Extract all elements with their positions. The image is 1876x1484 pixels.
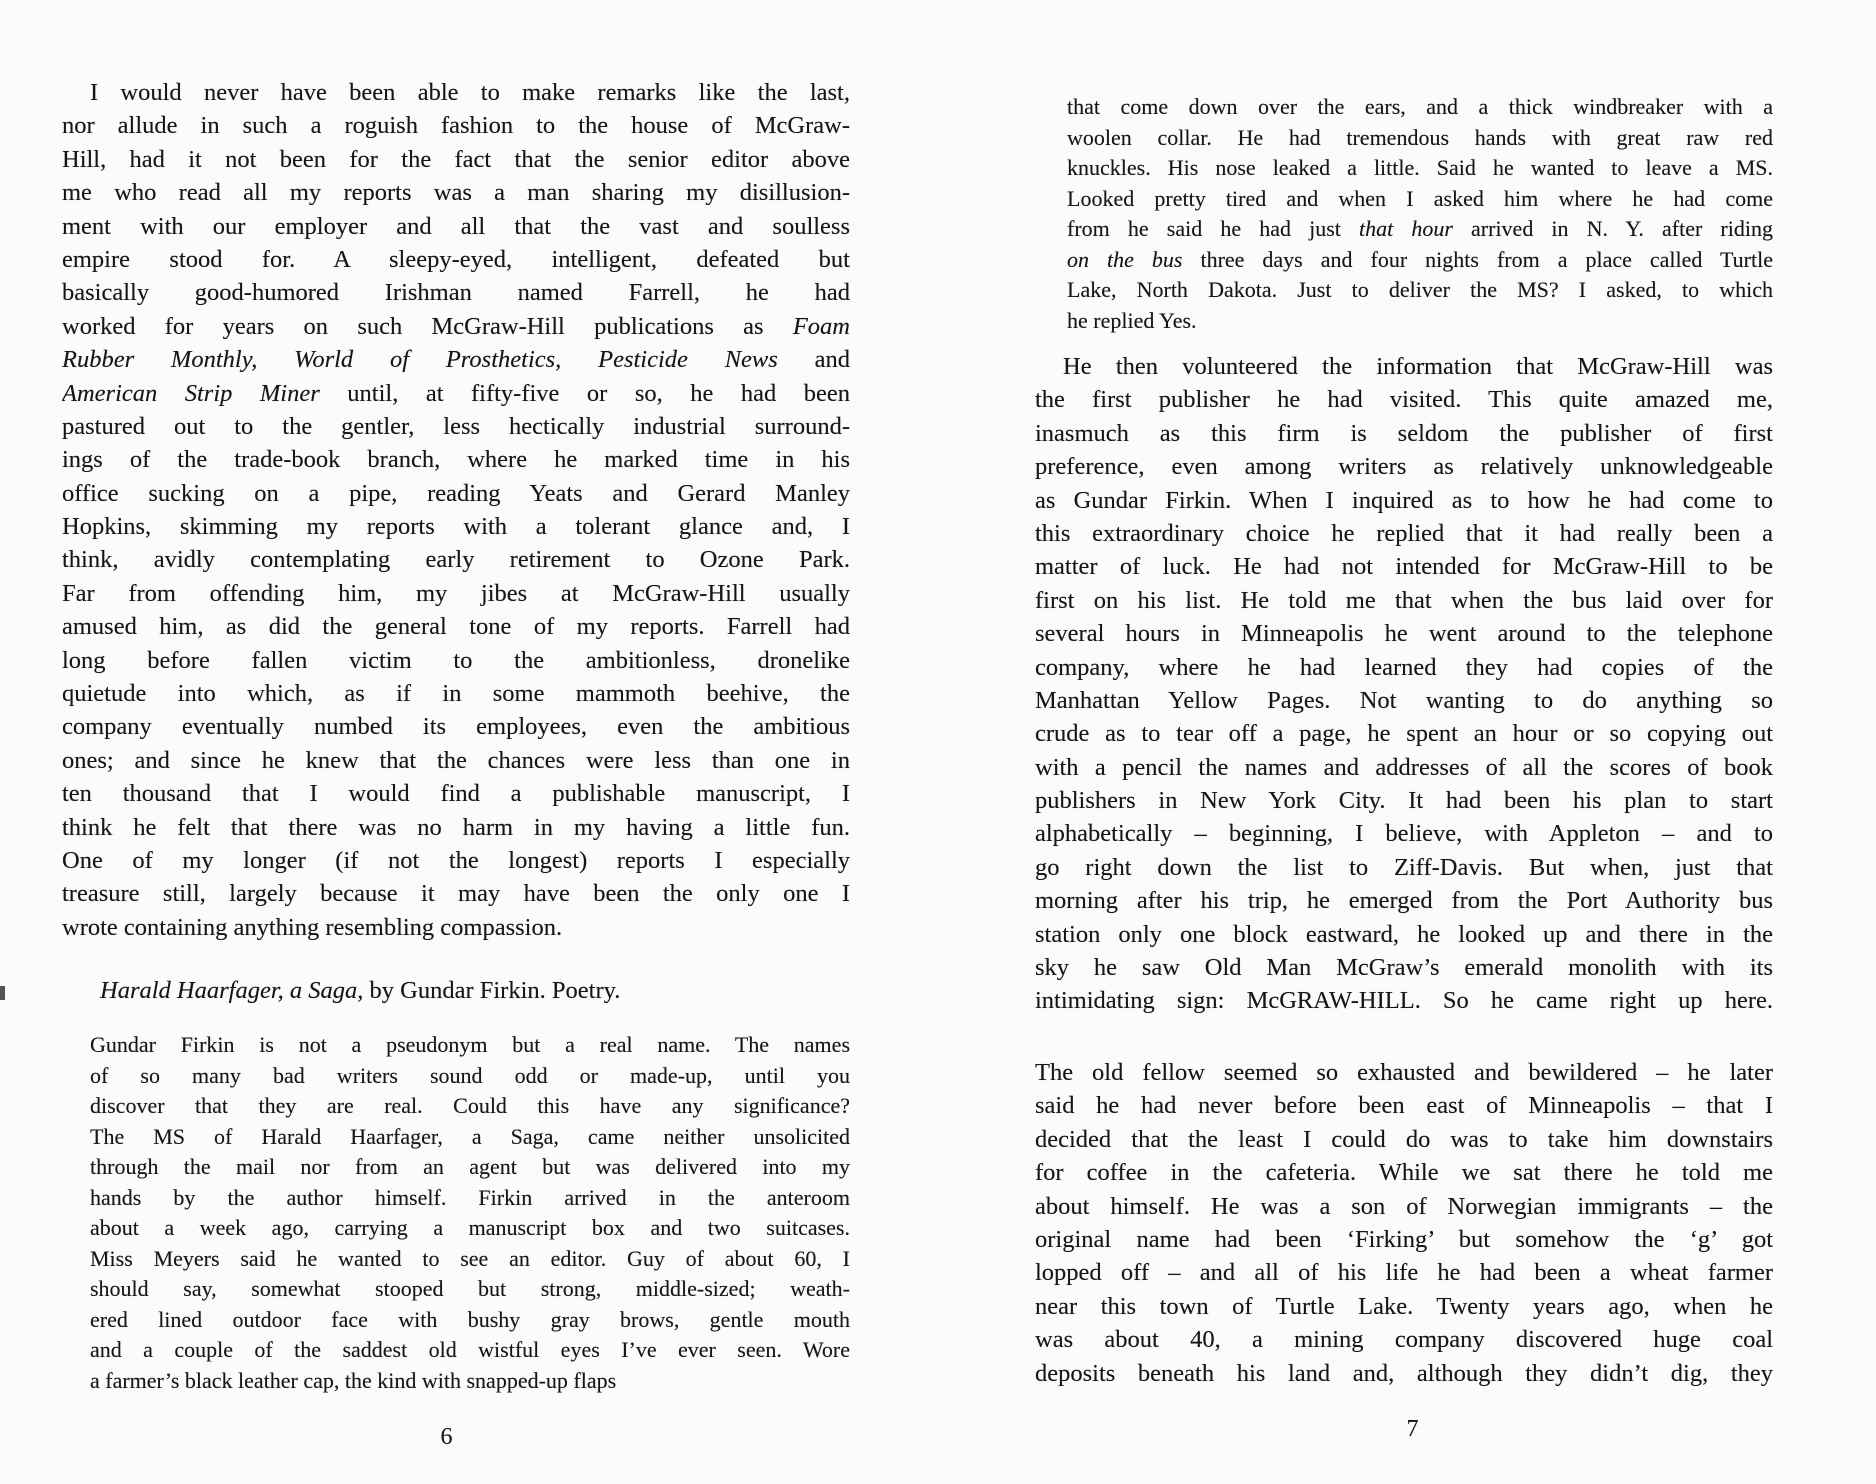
text-line: ment with our employer and all that the vast and soulless [62, 212, 850, 240]
text-line: a farmer’s black leather cap, the kind with snapped-up flaps [90, 1367, 617, 1393]
text-line: morning after his trip, he emerged from the Port Authority bus [1035, 887, 1773, 915]
text-line: Gundar Firkin is not a pseudonym but a real name. The names [90, 1032, 850, 1057]
scan-edge-artifact [0, 986, 5, 1000]
text-line: discover that they are real. Could this have any significance? [90, 1093, 850, 1118]
text-line: amused him, as did the general tone of my reports. Farrell had [62, 613, 850, 641]
right-para-1 [1035, 350, 1773, 1018]
text-line: He then volunteered the information that McGraw-Hill was [1063, 353, 1773, 380]
text-line: Harald Haarfager, a Saga, by Gundar Firkin. Poetry. [100, 977, 621, 1004]
book-page-left [62, 0, 850, 1484]
text-line: American Strip Miner until, at fifty-five or so, he had been [62, 379, 850, 407]
text-line: office sucking on a pipe, reading Yeats and Gerard Manley [62, 479, 850, 507]
text-line: first on his list. He told me that when the bus laid over for [1035, 586, 1773, 614]
text-line: from he said he had just that hour arrived in N. Y. after riding [1067, 216, 1773, 241]
text-line: that come down over the ears, and a thick windbreaker with a [1067, 94, 1773, 119]
text-line: inasmuch as this firm is seldom the publisher of first [1035, 419, 1773, 447]
right-para-2 [1035, 1056, 1773, 1390]
text-line: me who read all my reports was a man sharing my disillusion- [62, 179, 850, 207]
text-line: as Gundar Firkin. When I inquired as to how he had come to [1035, 486, 1773, 514]
text-line: nor allude in such a roguish fashion to the house of McGraw- [62, 112, 850, 140]
text-line: Looked pretty tired and when I asked him where he had come [1067, 185, 1773, 211]
text-line: think, avidly contemplating early retirement to Ozone Park. [62, 546, 850, 574]
text-line: the first publisher he had visited. This quite amazed me, [1035, 386, 1773, 414]
text-line: Miss Meyers said he wanted to see an editor. Guy of about 60, I [90, 1245, 850, 1271]
text-line: original name had been ‘Firking’ but somehow the ‘g’ got [1035, 1225, 1773, 1253]
left-report-heading [62, 974, 850, 1007]
text-line: hands by the author himself. Firkin arrived in the anteroom [90, 1184, 850, 1210]
text-line: sky he saw Old Man McGraw’s emerald monolith with its [1035, 954, 1773, 982]
text-line: matter of luck. He had not intended for McGraw-Hill to be [1035, 553, 1773, 581]
text-line: near this town of Turtle Lake. Twenty years ago, when he [1035, 1292, 1773, 1320]
text-line: ings of the trade-book branch, where he marked time in his [62, 446, 850, 474]
text-line: decided that the least I could do was to take him downstairs [1035, 1125, 1773, 1153]
text-line: Manhattan Yellow Pages. Not wanting to do anything so [1035, 686, 1773, 714]
text-line: company eventually numbed its employees, even the ambitious [62, 713, 850, 741]
text-line: said he had never before been east of Minneapolis – that I [1035, 1092, 1773, 1120]
text-line: through the mail nor from an agent but was delivered into my [90, 1154, 850, 1179]
text-line: go right down the list to Ziff-Davis. But when, just that [1035, 853, 1773, 881]
text-line: with a pencil the names and addresses of all the scores of book [1035, 753, 1773, 781]
text-line: company, where he had learned they had copies of the [1035, 653, 1773, 681]
text-line: was about 40, a mining company discovered huge coal [1035, 1326, 1773, 1354]
text-line: ten thousand that I would find a publishable manuscript, I [62, 780, 850, 808]
text-line: woolen collar. He had tremendous hands with great raw red [1067, 124, 1773, 150]
page-number: 7 [1406, 1416, 1420, 1442]
text-line: Rubber Monthly, World of Prosthetics, Pesticide News and [62, 346, 850, 374]
text-line: The MS of Harald Haarfager, a Saga, came neither unsolicited [90, 1123, 850, 1149]
text-line: Hill, had it not been for the fact that the senior editor above [62, 145, 850, 173]
text-line: Hopkins, skimming my reports with a tolerant glance and, I [62, 513, 850, 541]
text-line: quietude into which, as if in some mammoth beehive, the [62, 680, 850, 708]
text-line: pastured out to the gentler, less hectically industrial surround- [62, 412, 850, 440]
text-line: deposits beneath his land and, although they didn’t dig, they [1035, 1359, 1773, 1387]
text-line: should say, somewhat stooped but strong, middle-sized; weath- [90, 1276, 850, 1301]
text-line: ones; and since he knew that the chances were less than one in [62, 746, 850, 774]
text-line: knuckles. His nose leaked a little. Said he wanted to leave a MS. [1067, 155, 1773, 180]
book-page-right [1035, 0, 1773, 1484]
text-line: on the bus three days and four nights from a place called Turtle [1067, 246, 1773, 272]
text-line: long before fallen victim to the ambitionless, dronelike [62, 646, 850, 674]
text-line: about himself. He was a son of Norwegian immigrants – the [1035, 1192, 1773, 1220]
text-line: wrote containing anything resembling compassion. [62, 913, 563, 941]
text-line: several hours in Minneapolis he went around to the telephone [1035, 620, 1773, 648]
text-line: publishers in New York City. It had been his plan to start [1035, 787, 1773, 815]
text-line: One of my longer (if not the longest) reports I especially [62, 846, 850, 874]
text-line: this extraordinary choice he replied that it had really been a [1035, 519, 1773, 547]
text-line: and a couple of the saddest old wistful eyes I’ve ever seen. Wore [90, 1337, 850, 1362]
text-line: The old fellow seemed so exhausted and bewildered – he later [1035, 1059, 1773, 1086]
text-line: worked for years on such McGraw-Hill publications as Foam [62, 312, 850, 340]
text-line: Lake, North Dakota. Just to deliver the MS? I asked, to which [1067, 277, 1773, 302]
text-line: preference, even among writers as relatively unknowledgeable [1035, 453, 1773, 481]
left-report-body [90, 1030, 850, 1396]
text-line: basically good-humored Irishman named Farrell, he had [62, 279, 850, 307]
right-report-body [1067, 92, 1773, 336]
left-main [62, 76, 850, 944]
text-line: crude as to tear off a page, he spent an hour or so copying out [1035, 720, 1773, 748]
text-line: he replied Yes. [1067, 307, 1197, 333]
text-line: intimidating sign: McGRAW-HILL. So he came right up here. [1035, 987, 1773, 1015]
text-line: alphabetically – beginning, I believe, with Appleton – and to [1035, 820, 1773, 848]
text-line: I would never have been able to make remarks like the last, [90, 79, 850, 106]
text-line: ered lined outdoor face with bushy gray brows, gentle mouth [90, 1306, 850, 1332]
text-line: Far from offending him, my jibes at McGraw-Hill usually [62, 579, 850, 607]
text-line: empire stood for. A sleepy-eyed, intelligent, defeated but [62, 245, 850, 273]
text-line: about a week ago, carrying a manuscript box and two suitcases. [90, 1215, 850, 1240]
text-line: think he felt that there was no harm in my having a little fun. [62, 813, 850, 841]
page-number: 6 [440, 1424, 454, 1450]
text-line: treasure still, largely because it may have been the only one I [62, 880, 850, 908]
text-line: lopped off – and all of his life he had been a wheat farmer [1035, 1259, 1773, 1287]
text-line: station only one block eastward, he looked up and there in the [1035, 920, 1773, 948]
text-line: for coffee in the cafeteria. While we sat there he told me [1035, 1159, 1773, 1187]
text-line: of so many bad writers sound odd or made-up, until you [90, 1062, 850, 1088]
